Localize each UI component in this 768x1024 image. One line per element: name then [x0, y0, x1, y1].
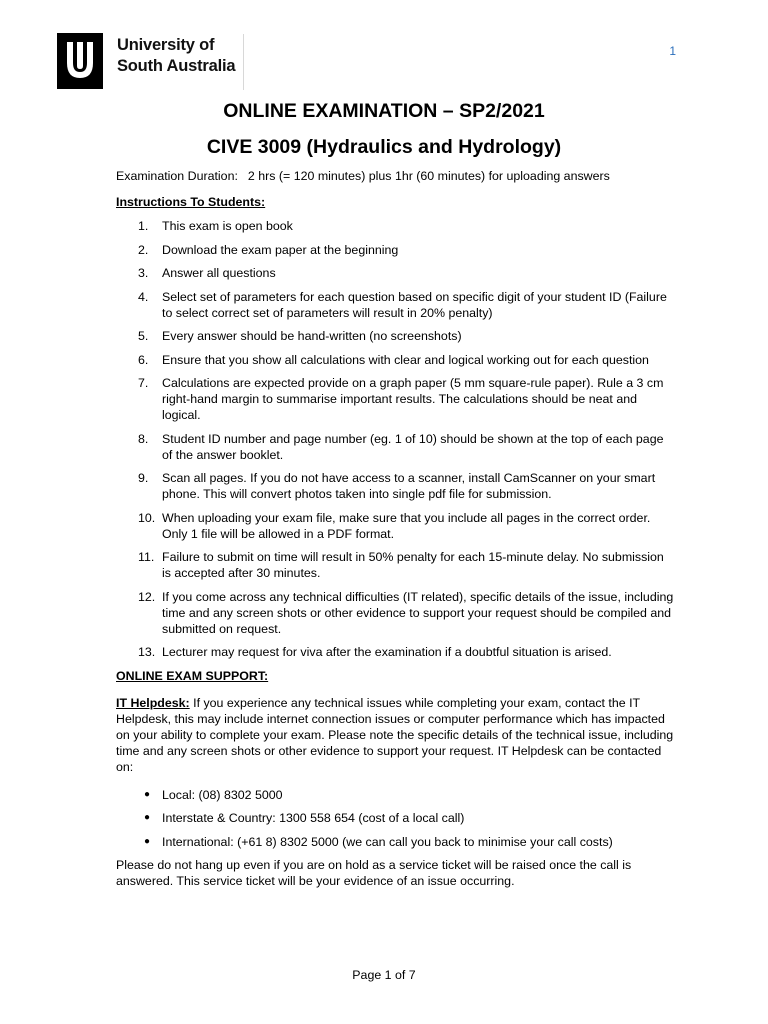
- unisa-shield-icon: [57, 33, 103, 89]
- instructions-list: [116, 218, 676, 660]
- logo-wordmark: [117, 35, 235, 77]
- item-number: 13.: [138, 645, 156, 659]
- course-title: CIVE 3009 (Hydraulics and Hydrology): [206, 136, 562, 158]
- item-number: 9.: [138, 471, 149, 485]
- list-item: [116, 510, 676, 542]
- list-item: [116, 589, 676, 637]
- item-text: Select set of parameters for each question based on specific digit of your student ID (Failure to select correct set of parameters will result in 20% penalty): [162, 289, 667, 320]
- bullet-dot-icon: ●: [144, 788, 151, 800]
- list-item: [116, 644, 676, 660]
- item-text: Answer all questions: [162, 266, 276, 280]
- item-text: When uploading your exam file, make sure that you include all pages in the correct order. Only 1 file will be allowed in a PDF format.: [162, 510, 651, 541]
- item-number: 4.: [138, 289, 149, 304]
- logo-divider: [243, 34, 244, 90]
- item-number: 10.: [138, 510, 156, 525]
- duration-label: Examination Duration:: [116, 169, 238, 183]
- contact-text: International: (+61 8) 8302 5000 (we can call you back to minimise your call costs): [162, 834, 613, 849]
- bullet-dot-icon: ●: [144, 835, 151, 847]
- item-text: Download the exam paper at the beginning: [162, 242, 399, 257]
- logo-line-1: University of: [117, 36, 215, 54]
- item-number: 5.: [138, 329, 149, 343]
- list-item: [116, 470, 676, 502]
- list-item: [116, 549, 676, 581]
- item-text: This exam is open book: [162, 219, 293, 233]
- page-corner-number: 1: [669, 44, 676, 58]
- item-text: Ensure that you show all calculations with clear and logical working out for each question: [162, 352, 649, 367]
- support-heading: ONLINE EXAM SUPPORT:: [116, 668, 269, 683]
- item-number: 8.: [138, 431, 149, 446]
- item-text: Scan all pages. If you do not have access to a scanner, install CamScanner on your smart phone. This will convert photos taken into single pdf file for submission.: [162, 471, 656, 501]
- list-item: [116, 218, 676, 234]
- logo-line-2: South Australia: [117, 57, 236, 75]
- helpdesk-text: If you experience any technical issues while completing your exam, contact the IT Helpdesk, this may include internet connection issues or computer performance which has impacted on your ability to complete your exam. Please note the specific details of the technical issue, including time and any screen shots or other evidence to support your request. IT Helpdesk can be contacted on:: [116, 695, 674, 774]
- list-item: [116, 265, 676, 281]
- exam-duration: [116, 168, 676, 184]
- item-text: Every answer should be hand-written (no screenshots): [162, 329, 462, 343]
- list-item: [116, 375, 676, 423]
- list-item: [116, 328, 676, 344]
- contact-text: Interstate & Country: 1300 558 654 (cost of a local call): [162, 811, 465, 825]
- item-text: Calculations are expected provide on a graph paper (5 mm square-rule paper). Rule a 3 cm right-hand margin to summarise important results. The calculations should be neat and logical.: [162, 376, 664, 422]
- instructions-heading: Instructions To Students:: [116, 195, 266, 209]
- page-footer: Page 1 of 7: [352, 968, 416, 982]
- item-number: 12.: [138, 589, 156, 604]
- document-body: [116, 168, 676, 889]
- helpdesk-paragraph: [116, 695, 676, 775]
- list-item: [116, 810, 676, 826]
- item-number: 2.: [138, 242, 149, 257]
- item-text: Failure to submit on time will result in 50% penalty for each 15-minute delay. No submission is accepted after 30 minutes.: [162, 550, 664, 580]
- item-text: Lecturer may request for viva after the examination if a doubtful situation is arised.: [162, 645, 612, 659]
- item-number: 6.: [138, 352, 149, 367]
- closing-paragraph: Please do not hang up even if you are on hold as a service ticket will be raised once the call is answered. This service ticket will be your evidence of an issue occurring.: [116, 858, 632, 888]
- list-item: [116, 431, 676, 463]
- item-text: Student ID number and page number (eg. 1 of 10) should be shown at the top of each page of the answer booklet.: [162, 431, 664, 462]
- helpdesk-lead: IT Helpdesk:: [116, 695, 190, 710]
- list-item: [116, 242, 676, 258]
- list-item: [116, 834, 676, 850]
- list-item: [116, 289, 676, 321]
- exam-title: ONLINE EXAMINATION – SP2/2021: [223, 100, 545, 122]
- list-item: [116, 787, 676, 803]
- item-number: 11.: [138, 550, 155, 564]
- item-text: If you come across any technical difficulties (IT related), specific details of the issue, including time and any screen shots or other evidence to support your request should be compiled and submitted on request.: [162, 589, 674, 636]
- item-number: 1.: [138, 219, 149, 233]
- duration-value: 2 hrs (= 120 minutes) plus 1hr (60 minutes) for uploading answers: [247, 169, 610, 183]
- university-logo: [57, 33, 247, 89]
- list-item: [116, 352, 676, 368]
- contact-text: Local: (08) 8302 5000: [162, 787, 283, 802]
- contacts-list: [116, 787, 676, 850]
- item-number: 3.: [138, 266, 149, 280]
- item-number: 7.: [138, 376, 149, 390]
- bullet-dot-icon: ●: [144, 812, 151, 823]
